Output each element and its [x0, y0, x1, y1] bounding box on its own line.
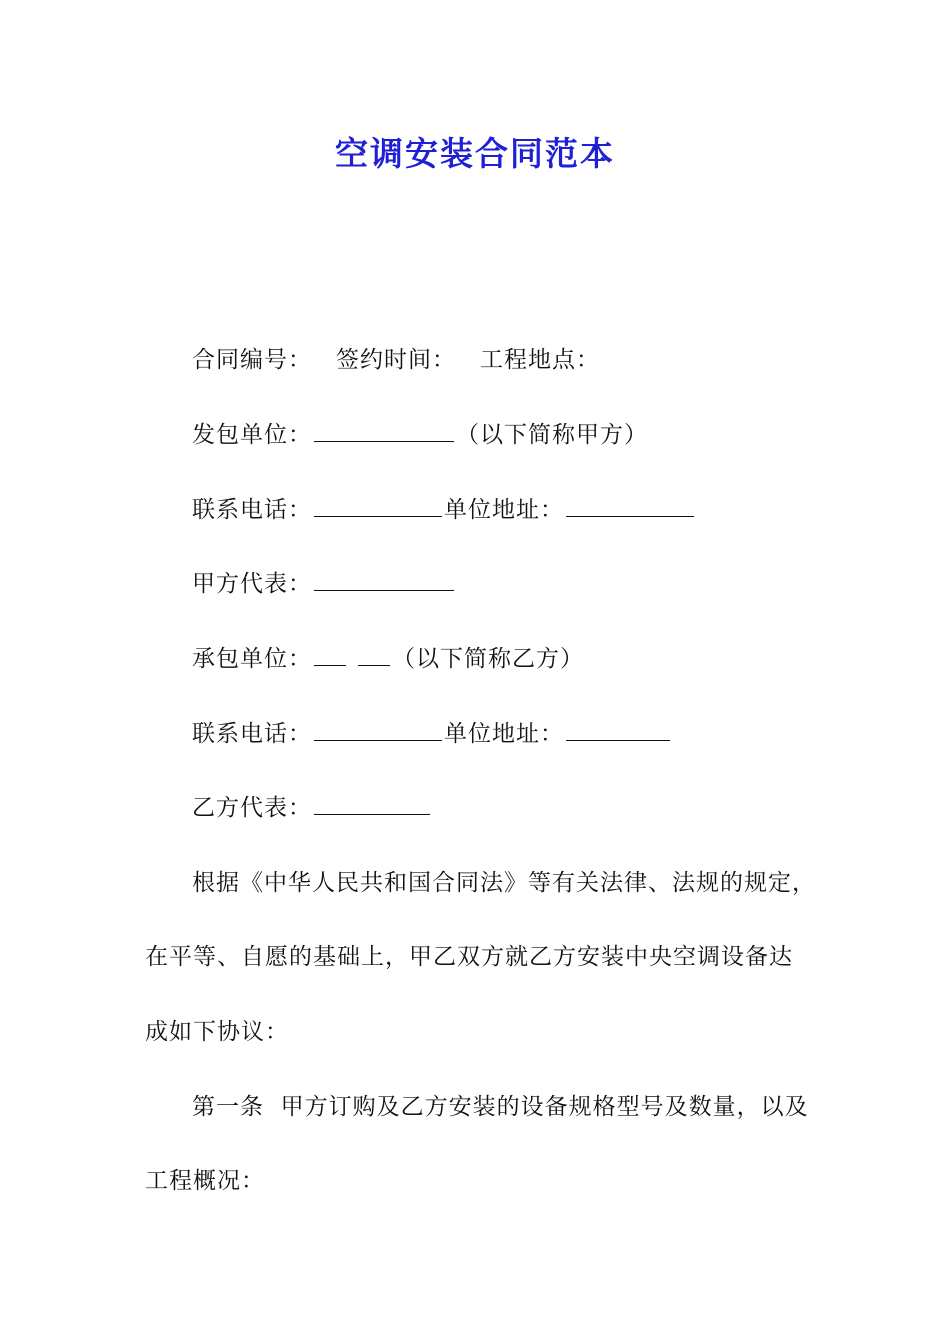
party-b-contact-line — [192, 718, 672, 750]
party-b-unit-label: 承包单位： — [192, 646, 312, 672]
party-b-unit-note: （以下简称乙方） — [392, 646, 584, 672]
paragraph-1-line-1: 根据《中华人民共和国合同法》等有关法律、法规的规定， — [192, 870, 816, 896]
party-a-rep-line — [192, 568, 456, 600]
sign-time-label: 签约时间： — [336, 347, 456, 373]
party-a-rep-blank[interactable] — [314, 570, 454, 591]
project-location-label: 工程地点： — [480, 347, 600, 373]
party-b-rep-label: 乙方代表： — [192, 795, 312, 821]
party-b-rep-line — [192, 792, 432, 824]
party-a-unit-label: 发包单位： — [192, 422, 312, 448]
party-a-address-blank[interactable] — [566, 496, 694, 517]
party-b-rep-blank[interactable] — [314, 794, 430, 815]
paragraph-1-line-2: 在平等、自愿的基础上，甲乙双方就乙方安装中央空调设备达 — [145, 944, 793, 970]
article-1-line-1: 第一条 甲方订购及乙方安装的设备规格型号及数量，以及 — [192, 1094, 809, 1120]
party-a-unit-blank[interactable] — [314, 421, 454, 442]
party-b-address-blank[interactable] — [566, 720, 670, 741]
party-a-rep-label: 甲方代表： — [192, 571, 312, 597]
paragraph-1-line-3: 成如下协议： — [145, 1019, 289, 1045]
party-a-address-label: 单位地址： — [444, 497, 564, 523]
party-a-unit-note: （以下简称甲方） — [456, 422, 648, 448]
party-b-phone-label: 联系电话： — [192, 721, 312, 747]
party-a-contact-line — [192, 494, 696, 526]
party-b-unit-blank-2[interactable] — [358, 645, 390, 666]
party-a-phone-label: 联系电话： — [192, 497, 312, 523]
party-b-address-label: 单位地址： — [444, 721, 564, 747]
contract-no-label: 合同编号： — [192, 347, 312, 373]
party-b-phone-blank[interactable] — [314, 720, 442, 741]
header-fields-line — [192, 344, 600, 376]
article-1-line-2: 工程概况： — [145, 1168, 265, 1194]
document-title: 空调安装合同范本 — [335, 134, 615, 173]
party-a-unit-line — [192, 419, 648, 451]
party-b-unit-blank-1[interactable] — [314, 645, 346, 666]
party-b-unit-line — [192, 643, 584, 675]
party-a-phone-blank[interactable] — [314, 496, 442, 517]
